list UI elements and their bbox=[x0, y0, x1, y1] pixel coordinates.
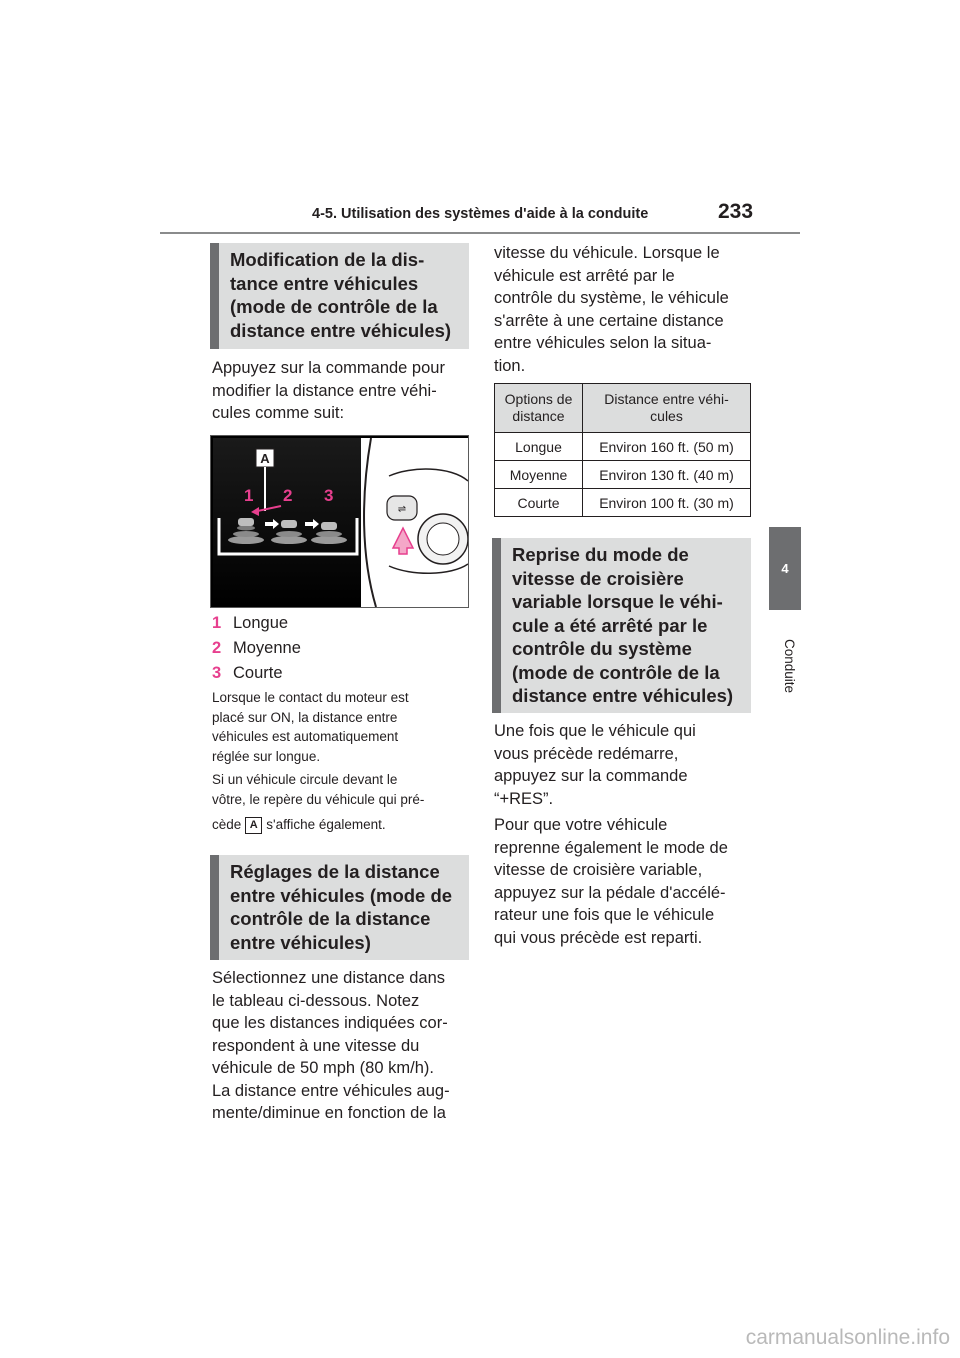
text-line: vitesse de croisière variable, bbox=[494, 861, 703, 879]
text-line: cules comme suit: bbox=[212, 404, 345, 422]
intro-paragraph bbox=[212, 357, 445, 425]
text-fragment: s'affiche également. bbox=[266, 817, 386, 832]
section-title: 4-5. Utilisation des systèmes d'aide à la conduite bbox=[312, 206, 649, 222]
reprise-paragraph-1 bbox=[494, 720, 696, 810]
text-line: appuyez sur la pédale d'accélé- bbox=[494, 883, 726, 902]
text-line: rateur une fois que le véhicule bbox=[494, 906, 715, 924]
header-line: distance bbox=[512, 408, 565, 424]
text-line: le tableau ci-dessous. Notez bbox=[212, 991, 420, 1010]
text-line: véhicules est automatiquement bbox=[212, 729, 399, 744]
heading-line: contrôle de la distance bbox=[230, 908, 431, 929]
text-line: contrôle du système, le véhicule bbox=[494, 289, 729, 307]
text-line: modifier la distance entre véhi- bbox=[212, 381, 437, 400]
heading-line: Reprise du mode de bbox=[512, 544, 689, 565]
table-cell-distance: Environ 100 ft. (30 m) bbox=[583, 489, 751, 517]
steering-wheel-illustration bbox=[210, 435, 469, 608]
heading-line: Réglages de la distance bbox=[230, 861, 440, 882]
text-line: appuyez sur la commande bbox=[494, 767, 688, 785]
text-line: Une fois que le véhicule qui bbox=[494, 722, 696, 740]
heading-line: distance entre véhicules) bbox=[512, 685, 734, 706]
page-number: 233 bbox=[718, 200, 754, 223]
list-item-medium bbox=[212, 639, 301, 658]
text-fragment: cède bbox=[212, 817, 242, 832]
heading-line: tance entre véhicules bbox=[230, 272, 419, 294]
header-line: cules bbox=[650, 408, 683, 424]
table-row bbox=[495, 433, 751, 461]
list-label: Courte bbox=[233, 664, 283, 682]
text-line: tion. bbox=[494, 356, 526, 375]
list-label: Moyenne bbox=[233, 639, 301, 657]
table-cell-distance: Environ 160 ft. (50 m) bbox=[583, 433, 751, 461]
text-line: véhicule de 50 mph (80 km/h). bbox=[212, 1059, 434, 1077]
text-line: respondent à une vitesse du bbox=[212, 1036, 420, 1055]
list-number: 1 bbox=[212, 614, 222, 632]
note-default-distance bbox=[212, 688, 409, 766]
distance-table bbox=[494, 383, 751, 517]
note-vehicle-ahead bbox=[212, 770, 424, 835]
heading-line: entre véhicules (mode de bbox=[230, 884, 453, 906]
text-line: reprenne également le mode de bbox=[494, 838, 728, 857]
table-cell-distance: Environ 130 ft. (40 m) bbox=[583, 461, 751, 489]
heading-line: (mode de contrôle de la bbox=[230, 296, 438, 317]
table-cell-option: Longue bbox=[495, 433, 583, 461]
heading-line: Modification de la dis- bbox=[230, 249, 425, 270]
list-number: 3 bbox=[212, 664, 222, 682]
text-line: réglée sur longue. bbox=[212, 748, 321, 764]
reglages-paragraph bbox=[212, 967, 450, 1125]
header-divider bbox=[160, 232, 800, 234]
label-a-text: A bbox=[260, 451, 270, 466]
section-heading-modification bbox=[210, 243, 469, 349]
text-line: Lorsque le contact du moteur est bbox=[212, 690, 409, 705]
table-cell-option: Moyenne bbox=[495, 461, 583, 489]
text-line: s'arrête à une certaine distance bbox=[494, 311, 724, 330]
heading-line: cule a été arrêté par le bbox=[512, 614, 708, 636]
heading-line: contrôle du système bbox=[512, 638, 692, 659]
heading-line: entre véhicules) bbox=[230, 931, 371, 953]
chapter-label: Conduite bbox=[782, 638, 797, 694]
text-line: mente/diminue en fonction de la bbox=[212, 1104, 446, 1122]
number-2: 2 bbox=[283, 486, 293, 505]
list-label: Longue bbox=[233, 614, 289, 632]
text-line: qui vous précède est reparti. bbox=[494, 928, 703, 947]
text-line: vitesse du véhicule. Lorsque le bbox=[494, 244, 720, 262]
chapter-tab[interactable]: 4 bbox=[769, 527, 801, 610]
text-line: vôtre, le repère du véhicule qui pré- bbox=[212, 791, 425, 807]
section-heading-reglages bbox=[210, 855, 469, 960]
table-header-distance bbox=[583, 384, 751, 433]
header-line: Options de bbox=[504, 391, 573, 407]
table-header-options bbox=[495, 384, 583, 433]
distance-switch-glyph: ⇌ bbox=[397, 504, 407, 515]
heading-line: (mode de contrôle de la bbox=[512, 661, 720, 683]
text-line: Pour que votre véhicule bbox=[494, 816, 668, 834]
heading-line: variable lorsque le véhi- bbox=[512, 591, 723, 612]
number-3: 3 bbox=[324, 486, 334, 505]
list-number: 2 bbox=[212, 639, 222, 657]
text-line: Si un véhicule circule devant le bbox=[212, 772, 398, 787]
text-line: que les distances indiquées cor- bbox=[212, 1014, 448, 1032]
text-line: entre véhicules selon la situa- bbox=[494, 334, 712, 352]
heading-line: vitesse de croisière bbox=[512, 567, 684, 589]
text-line: vous précède redémarre, bbox=[494, 744, 679, 763]
heading-line: distance entre véhicules) bbox=[230, 319, 452, 341]
watermark: carmanualsonline.info bbox=[745, 1326, 950, 1349]
text-line: La distance entre véhicules aug- bbox=[212, 1081, 450, 1100]
number-1: 1 bbox=[244, 486, 254, 505]
vitesse-paragraph bbox=[494, 242, 729, 377]
table-row bbox=[495, 461, 751, 489]
text-line: Sélectionnez une distance dans bbox=[212, 969, 445, 987]
reprise-paragraph-2 bbox=[494, 814, 728, 949]
text-line: véhicule est arrêté par le bbox=[494, 266, 675, 285]
section-heading-reprise bbox=[492, 538, 751, 713]
list-item-short bbox=[212, 664, 283, 683]
text-line: Appuyez sur la commande pour bbox=[212, 359, 445, 377]
label-a-inline: A bbox=[245, 817, 262, 834]
header-line: Distance entre véhi- bbox=[604, 391, 729, 407]
control-dial-inner bbox=[427, 523, 459, 555]
text-line bbox=[212, 815, 424, 835]
table-row bbox=[495, 489, 751, 517]
text-line: “+RES”. bbox=[494, 789, 554, 808]
text-line: placé sur ON, la distance entre bbox=[212, 709, 398, 725]
table-cell-option: Courte bbox=[495, 489, 583, 517]
distance-switch-diagram bbox=[211, 436, 469, 608]
table-header-row bbox=[495, 384, 751, 433]
list-item-long bbox=[212, 614, 288, 633]
